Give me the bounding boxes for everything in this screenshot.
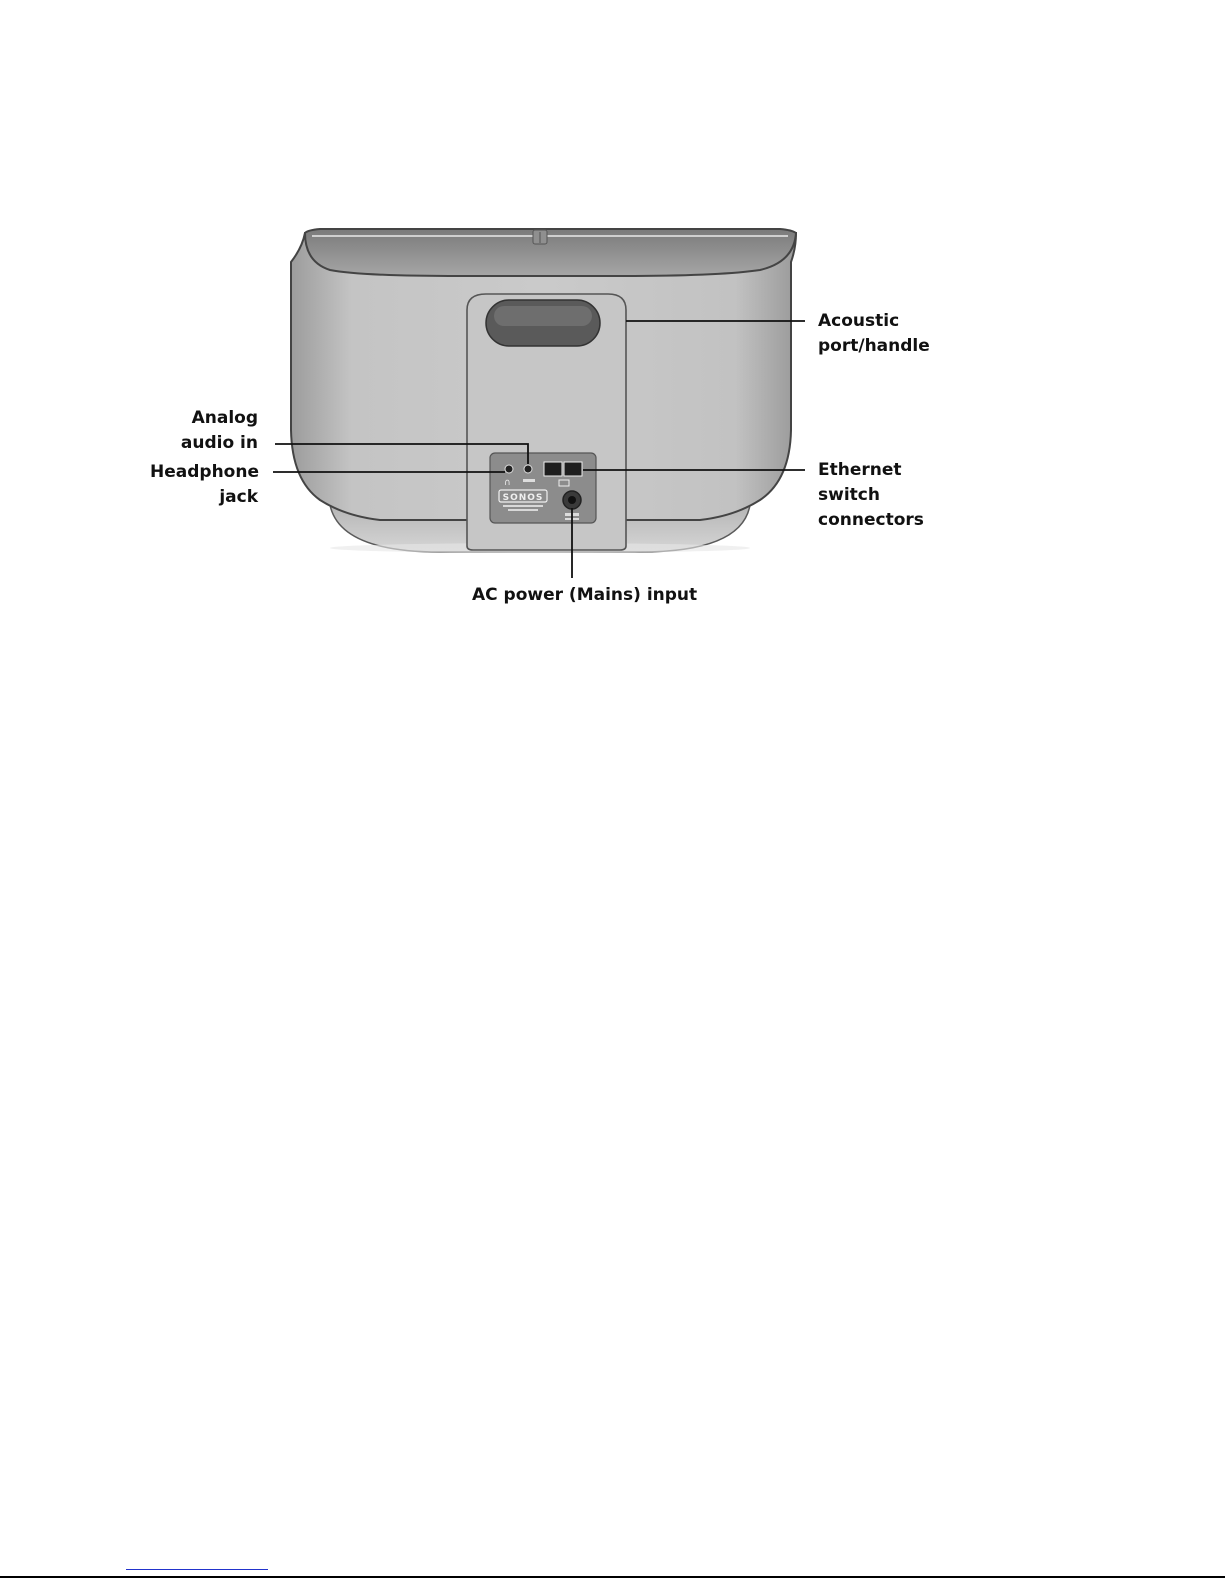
headphone-jack (505, 465, 513, 473)
label-acoustic-line2: port/handle (818, 336, 930, 356)
analog-audio-in-jack (524, 465, 532, 473)
label-headphone-line1: Headphone (150, 462, 259, 482)
label-headphone-jack (150, 460, 258, 510)
footer-link-underline (126, 1569, 268, 1570)
ethernet-port-1 (544, 462, 562, 476)
label-ethernet-line3: connectors (818, 510, 924, 530)
page-bottom-rule (0, 1576, 1225, 1578)
label-ac-power: AC power (Mains) input (472, 585, 698, 605)
label-acoustic-line1: Acoustic (818, 311, 900, 331)
label-ethernet-line2: switch (818, 485, 880, 505)
label-ethernet (818, 458, 924, 533)
svg-text:∩: ∩ (504, 478, 511, 488)
label-headphone-line2: jack (219, 487, 258, 507)
ethernet-port-2 (564, 462, 582, 476)
label-analog-line2: audio in (180, 433, 258, 453)
label-analog-audio-in (150, 406, 258, 456)
logo-text: SONOS (502, 493, 544, 503)
label-analog-line1: Analog (191, 408, 258, 428)
label-ethernet-line1: Ethernet (818, 460, 902, 480)
label-acoustic-port (818, 309, 930, 359)
